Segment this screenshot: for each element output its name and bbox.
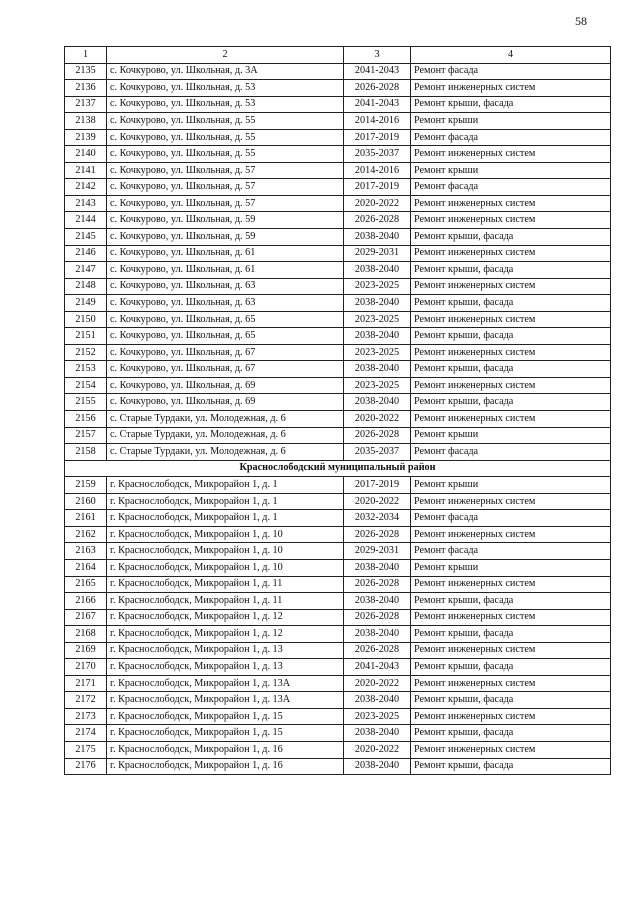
row-address: с. Кочкурово, ул. Школьная, д. 57 <box>107 195 344 212</box>
row-address: с. Старые Турдаки, ул. Молодежная, д. 6 <box>107 444 344 461</box>
row-work-type: Ремонт инженерных систем <box>411 411 611 428</box>
row-work-type: Ремонт крыши <box>411 162 611 179</box>
row-number: 2146 <box>65 245 107 262</box>
row-address: с. Кочкурово, ул. Школьная, д. 69 <box>107 394 344 411</box>
page-number: 58 <box>575 14 587 28</box>
row-address: с. Кочкурово, ул. Школьная, д. 55 <box>107 113 344 130</box>
row-years: 2023-2025 <box>344 708 411 725</box>
row-years: 2023-2025 <box>344 311 411 328</box>
row-work-type: Ремонт фасада <box>411 63 611 80</box>
row-work-type: Ремонт инженерных систем <box>411 675 611 692</box>
row-address: с. Кочкурово, ул. Школьная, д. 61 <box>107 262 344 279</box>
row-work-type: Ремонт инженерных систем <box>411 642 611 659</box>
table-row <box>65 741 611 758</box>
row-address: г. Краснослободск, Микрорайон 1, д. 11 <box>107 593 344 610</box>
table-row <box>65 394 611 411</box>
table-row <box>65 493 611 510</box>
row-years: 2035-2037 <box>344 146 411 163</box>
row-work-type: Ремонт крыши <box>411 559 611 576</box>
row-years: 2038-2040 <box>344 593 411 610</box>
row-years: 2038-2040 <box>344 295 411 312</box>
row-number: 2135 <box>65 63 107 80</box>
row-address: г. Краснослободск, Микрорайон 1, д. 13 <box>107 659 344 676</box>
table-row <box>65 609 611 626</box>
table-row <box>65 642 611 659</box>
row-address: с. Кочкурово, ул. Школьная, д. 59 <box>107 229 344 246</box>
row-number: 2170 <box>65 659 107 676</box>
row-address: г. Краснослободск, Микрорайон 1, д. 15 <box>107 725 344 742</box>
row-address: с. Кочкурово, ул. Школьная, д. 59 <box>107 212 344 229</box>
column-header-3: 3 <box>344 47 411 64</box>
table-row <box>65 179 611 196</box>
row-work-type: Ремонт крыши, фасада <box>411 262 611 279</box>
row-number: 2176 <box>65 758 107 775</box>
table-row <box>65 96 611 113</box>
row-number: 2145 <box>65 229 107 246</box>
row-years: 2038-2040 <box>344 725 411 742</box>
row-address: с. Кочкурово, ул. Школьная, д. 67 <box>107 361 344 378</box>
row-work-type: Ремонт инженерных систем <box>411 278 611 295</box>
row-address: г. Краснослободск, Микрорайон 1, д. 13 <box>107 642 344 659</box>
section-title: Краснослободский муниципальный район <box>65 460 611 477</box>
row-number: 2168 <box>65 626 107 643</box>
row-address: г. Краснослободск, Микрорайон 1, д. 12 <box>107 609 344 626</box>
row-number: 2155 <box>65 394 107 411</box>
table-row <box>65 377 611 394</box>
row-address: с. Кочкурово, ул. Школьная, д. 69 <box>107 377 344 394</box>
row-number: 2156 <box>65 411 107 428</box>
row-years: 2020-2022 <box>344 675 411 692</box>
table-row <box>65 526 611 543</box>
table-row <box>65 444 611 461</box>
row-years: 2041-2043 <box>344 63 411 80</box>
row-work-type: Ремонт крыши, фасада <box>411 659 611 676</box>
row-work-type: Ремонт крыши <box>411 427 611 444</box>
row-years: 2017-2019 <box>344 477 411 494</box>
table-row <box>65 295 611 312</box>
row-work-type: Ремонт крыши, фасада <box>411 361 611 378</box>
row-address: с. Кочкурово, ул. Школьная, д. 65 <box>107 328 344 345</box>
row-number: 2149 <box>65 295 107 312</box>
table-row <box>65 411 611 428</box>
row-years: 2038-2040 <box>344 692 411 709</box>
table-row <box>65 675 611 692</box>
table-row <box>65 278 611 295</box>
row-address: с. Старые Турдаки, ул. Молодежная, д. 6 <box>107 411 344 428</box>
table-row <box>65 725 611 742</box>
row-work-type: Ремонт крыши, фасада <box>411 328 611 345</box>
row-work-type: Ремонт инженерных систем <box>411 493 611 510</box>
row-work-type: Ремонт фасада <box>411 444 611 461</box>
row-work-type: Ремонт инженерных систем <box>411 146 611 163</box>
table-row <box>65 427 611 444</box>
row-number: 2150 <box>65 311 107 328</box>
table-row <box>65 559 611 576</box>
row-address: г. Краснослободск, Микрорайон 1, д. 10 <box>107 526 344 543</box>
row-years: 2026-2028 <box>344 80 411 97</box>
row-number: 2151 <box>65 328 107 345</box>
row-address: г. Краснослободск, Микрорайон 1, д. 13А <box>107 692 344 709</box>
row-years: 2020-2022 <box>344 411 411 428</box>
row-number: 2137 <box>65 96 107 113</box>
row-years: 2014-2016 <box>344 162 411 179</box>
table-row <box>65 162 611 179</box>
column-header-row <box>65 47 611 64</box>
table-row <box>65 146 611 163</box>
row-address: г. Краснослободск, Микрорайон 1, д. 1 <box>107 510 344 527</box>
row-work-type: Ремонт инженерных систем <box>411 245 611 262</box>
row-years: 2014-2016 <box>344 113 411 130</box>
row-address: с. Кочкурово, ул. Школьная, д. 57 <box>107 162 344 179</box>
row-number: 2142 <box>65 179 107 196</box>
row-number: 2160 <box>65 493 107 510</box>
row-work-type: Ремонт инженерных систем <box>411 708 611 725</box>
row-years: 2038-2040 <box>344 328 411 345</box>
table-row <box>65 543 611 560</box>
row-work-type: Ремонт инженерных систем <box>411 741 611 758</box>
row-years: 2026-2028 <box>344 576 411 593</box>
row-address: г. Краснослободск, Микрорайон 1, д. 12 <box>107 626 344 643</box>
row-address: с. Кочкурово, ул. Школьная, д. 3А <box>107 63 344 80</box>
row-number: 2144 <box>65 212 107 229</box>
row-address: с. Кочкурово, ул. Школьная, д. 57 <box>107 179 344 196</box>
table-row <box>65 195 611 212</box>
row-years: 2029-2031 <box>344 543 411 560</box>
row-address: с. Кочкурово, ул. Школьная, д. 55 <box>107 146 344 163</box>
row-number: 2162 <box>65 526 107 543</box>
row-number: 2167 <box>65 609 107 626</box>
row-work-type: Ремонт фасада <box>411 543 611 560</box>
row-number: 2139 <box>65 129 107 146</box>
row-address: с. Кочкурово, ул. Школьная, д. 65 <box>107 311 344 328</box>
row-number: 2140 <box>65 146 107 163</box>
row-address: г. Краснослободск, Микрорайон 1, д. 11 <box>107 576 344 593</box>
row-work-type: Ремонт фасада <box>411 510 611 527</box>
row-work-type: Ремонт крыши, фасада <box>411 593 611 610</box>
row-work-type: Ремонт инженерных систем <box>411 80 611 97</box>
row-work-type: Ремонт крыши, фасада <box>411 692 611 709</box>
row-work-type: Ремонт инженерных систем <box>411 212 611 229</box>
row-number: 2174 <box>65 725 107 742</box>
table-row <box>65 328 611 345</box>
row-years: 2026-2028 <box>344 642 411 659</box>
row-work-type: Ремонт крыши, фасада <box>411 394 611 411</box>
row-number: 2164 <box>65 559 107 576</box>
row-years: 2035-2037 <box>344 444 411 461</box>
table-row <box>65 758 611 775</box>
row-address: г. Краснослободск, Микрорайон 1, д. 13А <box>107 675 344 692</box>
row-number: 2153 <box>65 361 107 378</box>
table-row <box>65 129 611 146</box>
row-years: 2017-2019 <box>344 179 411 196</box>
row-address: с. Кочкурово, ул. Школьная, д. 63 <box>107 278 344 295</box>
row-years: 2026-2028 <box>344 609 411 626</box>
table-row <box>65 708 611 725</box>
row-work-type: Ремонт крыши <box>411 477 611 494</box>
row-number: 2161 <box>65 510 107 527</box>
table-row <box>65 113 611 130</box>
table-row <box>65 344 611 361</box>
row-number: 2157 <box>65 427 107 444</box>
row-work-type: Ремонт крыши, фасада <box>411 96 611 113</box>
section-row <box>65 460 611 477</box>
row-number: 2169 <box>65 642 107 659</box>
row-years: 2038-2040 <box>344 229 411 246</box>
row-number: 2159 <box>65 477 107 494</box>
row-address: г. Краснослободск, Микрорайон 1, д. 10 <box>107 559 344 576</box>
row-number: 2165 <box>65 576 107 593</box>
row-years: 2038-2040 <box>344 361 411 378</box>
row-number: 2158 <box>65 444 107 461</box>
row-work-type: Ремонт крыши, фасада <box>411 295 611 312</box>
row-address: г. Краснослободск, Микрорайон 1, д. 16 <box>107 758 344 775</box>
row-work-type: Ремонт крыши, фасада <box>411 758 611 775</box>
table-row <box>65 63 611 80</box>
table-row <box>65 311 611 328</box>
column-header-2: 2 <box>107 47 344 64</box>
row-years: 2026-2028 <box>344 427 411 444</box>
row-address: с. Кочкурово, ул. Школьная, д. 63 <box>107 295 344 312</box>
row-number: 2143 <box>65 195 107 212</box>
row-number: 2148 <box>65 278 107 295</box>
row-address: с. Кочкурово, ул. Школьная, д. 53 <box>107 80 344 97</box>
row-work-type: Ремонт крыши, фасада <box>411 725 611 742</box>
row-work-type: Ремонт инженерных систем <box>411 609 611 626</box>
row-number: 2166 <box>65 593 107 610</box>
row-years: 2020-2022 <box>344 493 411 510</box>
row-number: 2141 <box>65 162 107 179</box>
row-number: 2163 <box>65 543 107 560</box>
row-work-type: Ремонт крыши, фасада <box>411 229 611 246</box>
row-years: 2032-2034 <box>344 510 411 527</box>
column-header-4: 4 <box>411 47 611 64</box>
row-years: 2038-2040 <box>344 626 411 643</box>
column-header-1: 1 <box>65 47 107 64</box>
table-row <box>65 245 611 262</box>
row-number: 2175 <box>65 741 107 758</box>
row-address: г. Краснослободск, Микрорайон 1, д. 16 <box>107 741 344 758</box>
row-years: 2023-2025 <box>344 377 411 394</box>
row-years: 2038-2040 <box>344 758 411 775</box>
row-work-type: Ремонт крыши <box>411 113 611 130</box>
row-address: г. Краснослободск, Микрорайон 1, д. 1 <box>107 477 344 494</box>
table-row <box>65 262 611 279</box>
row-work-type: Ремонт крыши, фасада <box>411 626 611 643</box>
row-address: с. Старые Турдаки, ул. Молодежная, д. 6 <box>107 427 344 444</box>
table-row <box>65 361 611 378</box>
row-number: 2173 <box>65 708 107 725</box>
table-row <box>65 659 611 676</box>
row-work-type: Ремонт фасада <box>411 129 611 146</box>
row-years: 2038-2040 <box>344 559 411 576</box>
row-number: 2152 <box>65 344 107 361</box>
row-number: 2154 <box>65 377 107 394</box>
row-address: г. Краснослободск, Микрорайон 1, д. 15 <box>107 708 344 725</box>
row-years: 2026-2028 <box>344 212 411 229</box>
row-number: 2147 <box>65 262 107 279</box>
table-row <box>65 510 611 527</box>
row-number: 2171 <box>65 675 107 692</box>
row-years: 2038-2040 <box>344 262 411 279</box>
row-years: 2020-2022 <box>344 741 411 758</box>
row-address: с. Кочкурово, ул. Школьная, д. 67 <box>107 344 344 361</box>
table-row <box>65 576 611 593</box>
table-row <box>65 626 611 643</box>
table-row <box>65 477 611 494</box>
row-address: с. Кочкурово, ул. Школьная, д. 61 <box>107 245 344 262</box>
row-years: 2026-2028 <box>344 526 411 543</box>
row-work-type: Ремонт инженерных систем <box>411 311 611 328</box>
row-work-type: Ремонт инженерных систем <box>411 576 611 593</box>
table-row <box>65 212 611 229</box>
row-years: 2041-2043 <box>344 659 411 676</box>
row-address: г. Краснослободск, Микрорайон 1, д. 1 <box>107 493 344 510</box>
row-address: г. Краснослободск, Микрорайон 1, д. 10 <box>107 543 344 560</box>
row-address: с. Кочкурово, ул. Школьная, д. 53 <box>107 96 344 113</box>
row-work-type: Ремонт инженерных систем <box>411 377 611 394</box>
row-work-type: Ремонт инженерных систем <box>411 526 611 543</box>
row-number: 2136 <box>65 80 107 97</box>
row-years: 2038-2040 <box>344 394 411 411</box>
row-years: 2041-2043 <box>344 96 411 113</box>
table-row <box>65 692 611 709</box>
row-work-type: Ремонт инженерных систем <box>411 195 611 212</box>
row-years: 2029-2031 <box>344 245 411 262</box>
row-work-type: Ремонт фасада <box>411 179 611 196</box>
table-row <box>65 229 611 246</box>
row-years: 2023-2025 <box>344 344 411 361</box>
row-years: 2020-2022 <box>344 195 411 212</box>
row-years: 2017-2019 <box>344 129 411 146</box>
row-work-type: Ремонт инженерных систем <box>411 344 611 361</box>
row-number: 2172 <box>65 692 107 709</box>
table-row <box>65 593 611 610</box>
repair-schedule-table <box>64 46 611 775</box>
table-body <box>65 47 611 775</box>
table-row <box>65 80 611 97</box>
row-number: 2138 <box>65 113 107 130</box>
row-address: с. Кочкурово, ул. Школьная, д. 55 <box>107 129 344 146</box>
row-years: 2023-2025 <box>344 278 411 295</box>
